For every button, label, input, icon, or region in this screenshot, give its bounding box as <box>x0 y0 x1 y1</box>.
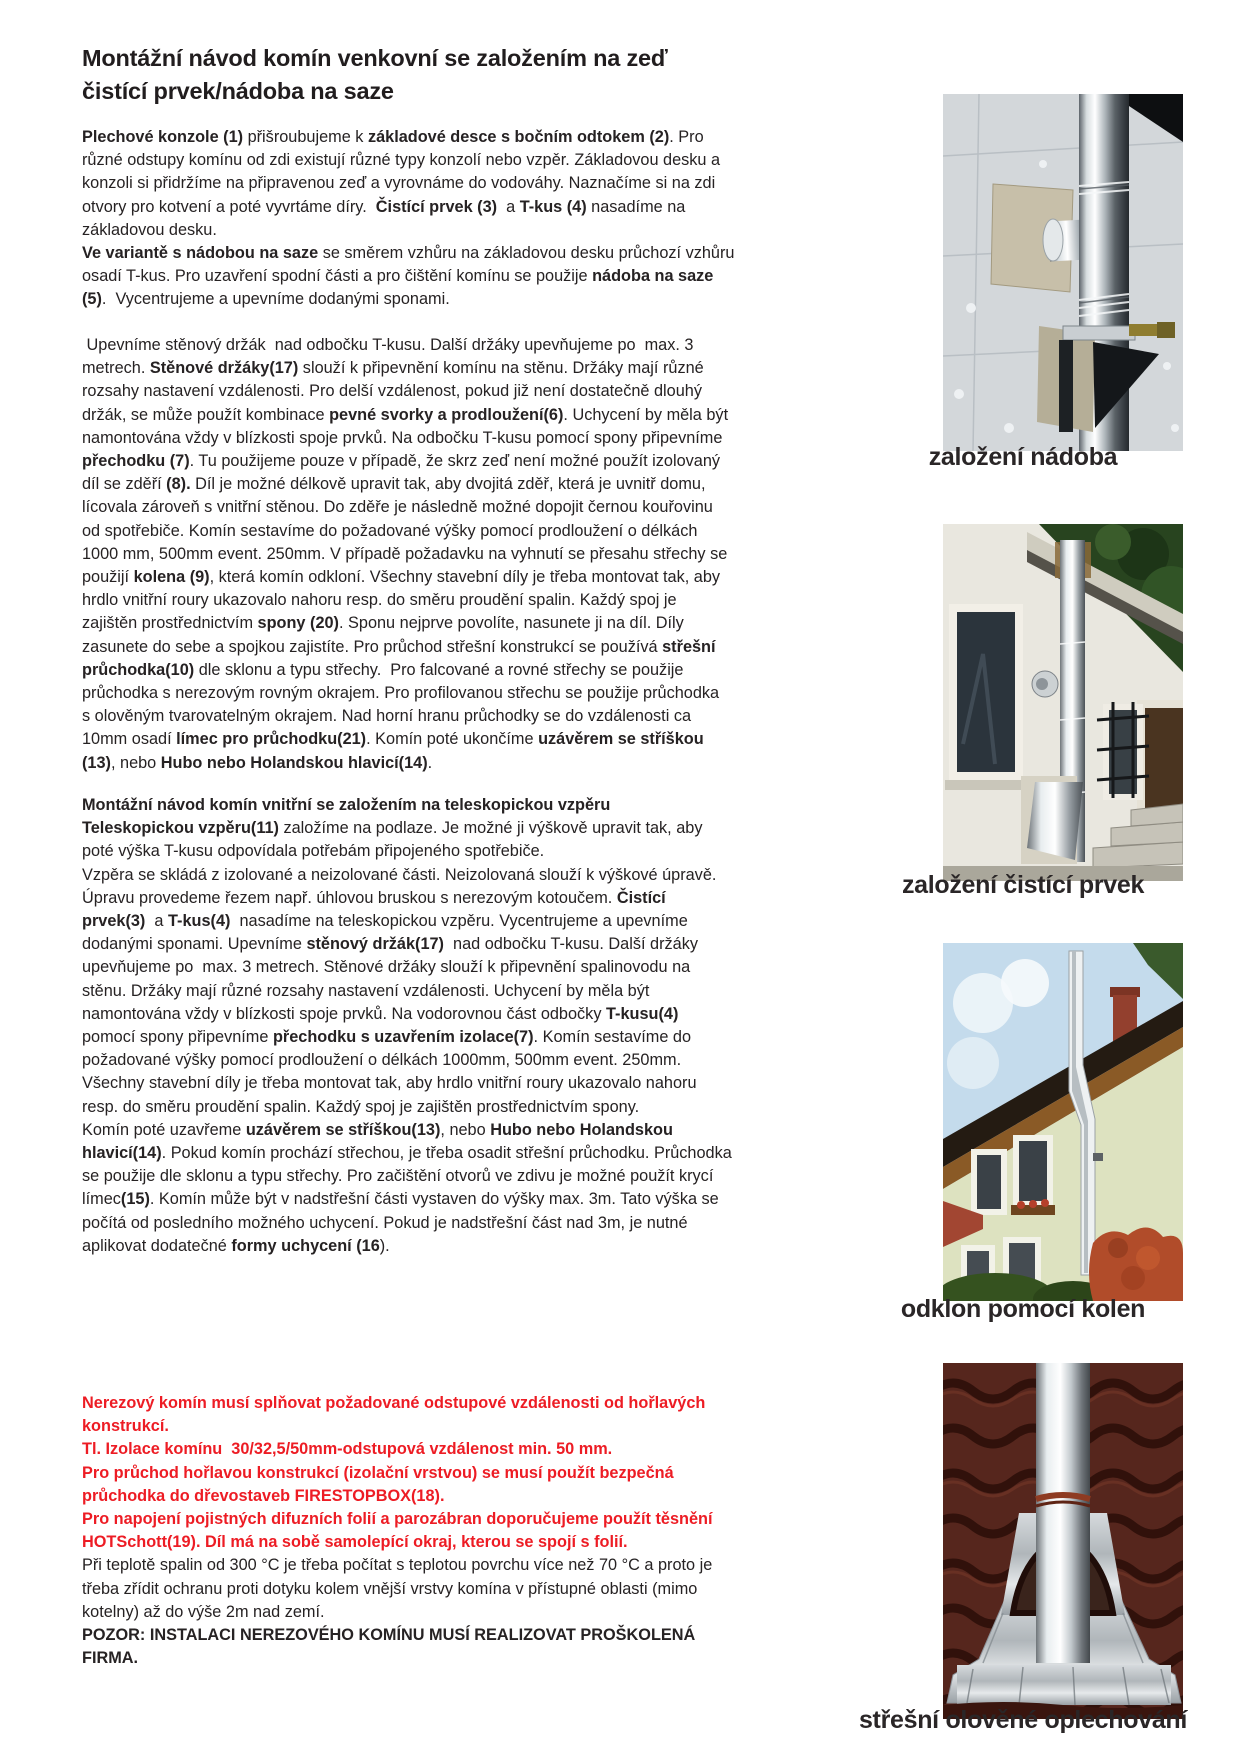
text-line: Montážní návod komín vnitřní se založením na teleskopickou vzpěru <box>82 796 611 814</box>
text-line: přechodku (7). Tu použijeme pouze v případě, že skrz zeď není možné použít izolovaný <box>82 452 721 471</box>
text-line: Úpravu provedeme řezem např. úhlovou bruskou s nerezovým kotoučem. Čistící <box>82 888 666 907</box>
text-line: různé odstupy komínu od zdi existují různé typy konzolí nebo vzpěr. Základovou desku a <box>82 151 721 170</box>
text-line: Pro průchod hořlavou konstrukcí (izolační vrstvou) se musí použít bezpečná <box>82 1463 674 1482</box>
text-line: otvory pro kotvení a poté vyvrtáme díry. Čistící prvek (3) a T-kus (4) nasadíme na <box>82 197 686 216</box>
text-line: (5). Vycentrujeme a upevníme dodanými sponami. <box>82 290 450 309</box>
text-line: osadí T-kus. Pro uzavření spodní části a pro čištění komínu se použije nádoba na saze <box>82 267 714 286</box>
text-line: konzoli si přidržíme na připravenou zeď a vyrovnáme do vodováhy. Naznačíme si na zdi <box>82 174 716 193</box>
text-line: metrech. Stěnové držáky(17) slouží k připevnění komínu na stěnu. Držáky mají různé <box>82 359 704 378</box>
text-line: resp. do směru proudění spalin. Každý spoj je zajištěn prostřednictvím spony. <box>82 1097 640 1116</box>
text-line: Plechové konzole (1) přišroubujeme k základové desce s bočním odtokem (2). Pro <box>82 128 704 146</box>
text-line: konstrukcí. <box>82 1417 169 1436</box>
text-line: rozsahy nastavení vzdálenosti. Pro delší vzdálenost, pokud již není dostatečně dlouhý <box>82 382 702 401</box>
figure-caption-cleaning-element: založení čistící prvek <box>901 871 1145 899</box>
photo-roof-flashing-image <box>943 1363 1183 1719</box>
text-line: namontována vždy v blízkosti spoje prvků. Na odbočku T-kusu pomocí spony připevníme <box>82 428 723 447</box>
figure-caption-offset-elbows: odklon pomocí kolen <box>900 1295 1146 1323</box>
text-line: hrdlo vnitřní roury ukazovalo nahoru resp. do směru proudění spalin. Každý spoj je <box>82 591 677 610</box>
text-line: požadované výšky pomocí prodloužení o délkách 1000mm, 500mm event. 250mm. <box>82 1051 682 1070</box>
photo-wall-base-tank <box>943 94 1183 451</box>
text-line: lícovala zároveň s vnitřní stěnou. Do zděře je následně možné dopojit černou kouřovinu <box>82 498 713 517</box>
text-line: Tl. Izolace komínu 30/32,5/50mm-odstupová vzdálenost min. 50 mm. <box>82 1440 613 1459</box>
text-line: s olověným tvarovatelným okrajem. Nad horní hranu průchodky se do vzdálenosti ca <box>82 707 692 726</box>
text-line: Pro napojení pojistných difuzních folií a parozábran doporučujeme použít těsnění <box>82 1510 713 1529</box>
text-line: Teleskopickou vzpěru(11) založíme na podlaze. Je možné ji výškově upravit tak, aby <box>82 819 703 838</box>
text-line: použijí kolena (9), která komín odkloní. Všechny stavební díly je třeba montovat tak, aby <box>82 568 721 587</box>
page-title-line-1: Montážní návod komín venkovní se založením na zeď <box>82 45 668 71</box>
text-line: základovou desku. <box>82 220 217 239</box>
text-line: hlavicí(14). Pokud komín prochází střechou, je třeba osadit střešní průchodku. Průchodka <box>82 1144 732 1163</box>
text-line: límec(15). Komín může být v nadstřešní části vystaven do výšky max. 3m. Tato výška se <box>82 1190 719 1209</box>
text-line: dodanými sponami. Upevníme stěnový držák(17) nad odbočku T-kusu. Další držáky <box>82 935 698 954</box>
text-line: Vzpěra se skládá z izolované a neizolované části. Neizolovaná slouží k výškové úpravě. <box>82 865 717 884</box>
text-line: od spotřebiče. Komín sestavíme do požadované výšky pomocí prodloužení o délkách <box>82 521 698 540</box>
text-line: Nerezový komín musí splňovat požadované odstupové vzdálenosti od hořlavých <box>82 1394 706 1412</box>
text-line: prvek(3) a T-kus(4) nasadíme na teleskopickou vzpěru. Vycentrujeme a upevníme <box>82 912 688 931</box>
text-line: zajištěn prostřednictvím spony (20). Sponu nejprve povolíte, nasunete ji na díl. Díly <box>82 614 684 633</box>
paragraph-interior-install <box>82 794 760 1258</box>
paragraph-base-plate <box>82 126 760 312</box>
text-line: průchodka s nerezovým rovným okrajem. Pro profilovanou střechu se použije průchodka <box>82 684 720 703</box>
paragraph-wall-brackets <box>82 334 760 775</box>
text-line: upevňujeme po max. 3 metrech. Stěnové držáky slouží k připevnění spalinovodu na <box>82 958 691 977</box>
text-line: průchodka do dřevostaveb FIRESTOPBOX(18). <box>82 1486 445 1505</box>
text-line: Při teplotě spalin od 300 °C je třeba počítat s teplotou povrchu více než 70 °C a proto je <box>82 1556 713 1575</box>
photo-offset-elbows <box>943 943 1183 1301</box>
photo-wall-base-tank-image <box>943 94 1183 451</box>
figure-caption-base-tank: založení nádoba <box>928 443 1118 471</box>
text-line: Všechny stavební díly je třeba montovat tak, aby hrdlo vnitřní roury ukazovalo nahoru <box>82 1074 697 1093</box>
text-line: se použije dle sklonu a typu střechy. Pro začištění otvorů ve zdivu je možné použít krycí <box>82 1167 714 1186</box>
photo-offset-elbows-image <box>943 943 1183 1301</box>
text-line: poté výška T-kusu odpovídala potřebám připojeného spotřebiče. <box>82 842 545 861</box>
text-line: kotelny) až do výše 2m nad zemí. <box>82 1602 325 1621</box>
text-line: HOTSchott(19). Díl má na sobě samolepící okraj, kterou se spojí s folií. <box>82 1533 628 1552</box>
text-line: aplikovat dodatečné formy uchycení (16). <box>82 1236 390 1255</box>
text-line: počítá od posledního možného uchycení. Pokud je nadstřešní část nad 3m, je nutné <box>82 1213 688 1232</box>
text-line: namontována vždy v blízkosti spoje prvků. Na vodorovnou část odbočky T-kusu(4) <box>82 1004 679 1023</box>
page-title-line-2: čistící prvek/nádoba na saze <box>82 78 394 104</box>
paragraph-safety-notes <box>82 1392 760 1670</box>
text-line: Upevníme stěnový držák nad odbočku T-kusu. Další držáky upevňujeme po max. 3 <box>82 336 694 354</box>
text-line: Ve variantě s nádobou na saze se směrem vzhůru na základovou desku průchozí vzhůru <box>82 244 735 263</box>
text-line: 10mm osadí límec pro průchodku(21). Komín poté ukončíme uzávěrem se stříškou <box>82 730 704 749</box>
text-line: FIRMA. <box>82 1649 139 1668</box>
text-line: průchodka(10) dle sklonu a typu střechy. Pro falcované a rovné střechy se použije <box>82 660 684 679</box>
text-line: pomocí spony připevníme přechodku s uzavřením izolace(7). Komín sestavíme do <box>82 1028 692 1047</box>
text-line: (13), nebo Hubo nebo Holandskou hlavicí(14). <box>82 753 433 772</box>
page-title <box>82 42 762 108</box>
text-line: stěnu. Držáky mají různé rozsahy nastavení vzdálenosti. Uchycení by měla být <box>82 981 650 1000</box>
text-line: POZOR: INSTALACI NEREZOVÉHO KOMÍNU MUSÍ REALIZOVAT PROŠKOLENÁ <box>82 1626 696 1645</box>
photo-cleaning-element <box>943 524 1183 881</box>
text-line: třeba zřídit ochranu proti dotyku kolem vnější vrstvy komína v přístupné oblasti (mimo <box>82 1579 698 1598</box>
photo-roof-flashing <box>943 1363 1183 1719</box>
text-line: Komín poté uzavřeme uzávěrem se stříškou(13), nebo Hubo nebo Holandskou <box>82 1120 673 1139</box>
text-line: díl se zděří (8). Díl je možné délkově upravit tak, aby dvojitá zděř, která je uvnitř domu, <box>82 475 706 494</box>
photo-cleaning-element-image <box>943 524 1183 881</box>
figure-caption-roof-flashing: střešní olověné oplechování <box>858 1706 1188 1734</box>
text-line: zasunete do sebe a spojkou zajistíte. Pro průchod střešní konstrukcí se používá střešní <box>82 637 716 656</box>
text-line: držák, se může použít kombinace pevné svorky a prodloužení(6). Uchycení by měla být <box>82 405 729 424</box>
text-line: 1000 mm, 500mm event. 250mm. V případě požadavku na vyhnutí se přesahu střechy se <box>82 544 728 563</box>
